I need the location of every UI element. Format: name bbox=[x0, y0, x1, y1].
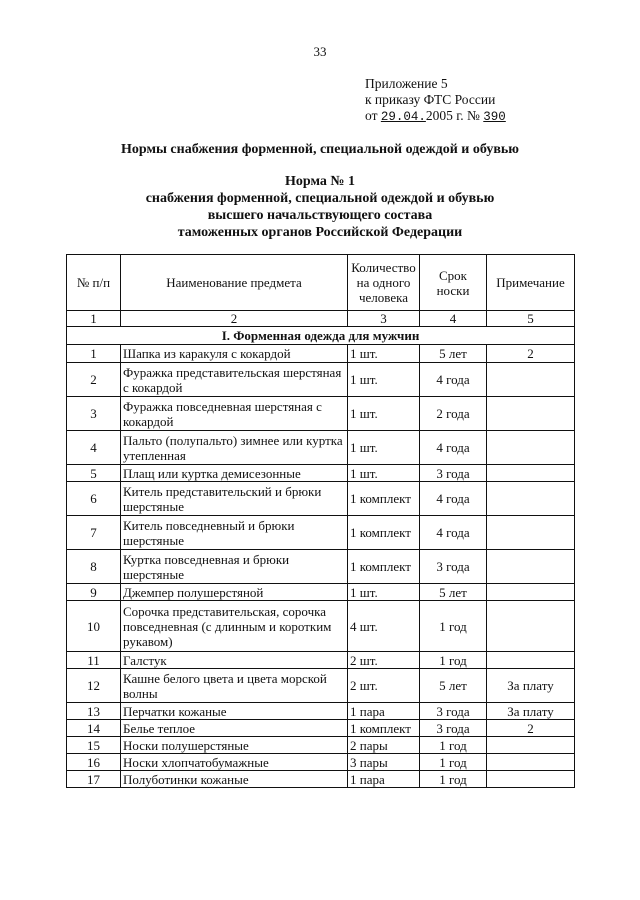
wear-term: 1 год bbox=[420, 737, 487, 754]
item-note bbox=[487, 737, 575, 754]
wear-term: 3 года bbox=[420, 550, 487, 584]
item-note: 2 bbox=[487, 345, 575, 363]
table-row bbox=[67, 397, 575, 431]
table-row bbox=[67, 482, 575, 516]
item-quantity: 1 комплект bbox=[348, 720, 420, 737]
table-row bbox=[67, 703, 575, 720]
item-name: Китель повседневный и брюки шерстяные bbox=[121, 516, 348, 550]
row-number: 12 bbox=[67, 669, 121, 703]
section-title: I. Форменная одежда для мужчин bbox=[67, 327, 575, 345]
row-number: 3 bbox=[67, 397, 121, 431]
item-quantity: 2 шт. bbox=[348, 652, 420, 669]
item-name: Плащ или куртка демисезонные bbox=[121, 465, 348, 482]
wear-term: 4 года bbox=[420, 482, 487, 516]
item-note bbox=[487, 550, 575, 584]
column-number: 3 bbox=[348, 311, 420, 327]
item-name: Кашне белого цвета и цвета морской волны bbox=[121, 669, 348, 703]
item-quantity: 1 пара bbox=[348, 703, 420, 720]
item-name: Перчатки кожаные bbox=[121, 703, 348, 720]
item-quantity: 1 шт. bbox=[348, 363, 420, 397]
item-quantity: 1 шт. bbox=[348, 431, 420, 465]
wear-term: 5 лет bbox=[420, 345, 487, 363]
row-number: 16 bbox=[67, 754, 121, 771]
row-number: 4 bbox=[67, 431, 121, 465]
row-number: 13 bbox=[67, 703, 121, 720]
item-name: Пальто (полупальто) зимнее или куртка утепленная bbox=[121, 431, 348, 465]
order-date: 29.04. bbox=[380, 110, 426, 124]
wear-term: 4 года bbox=[420, 516, 487, 550]
wear-term: 1 год bbox=[420, 601, 487, 652]
table-row bbox=[67, 669, 575, 703]
row-number: 11 bbox=[67, 652, 121, 669]
table-row bbox=[67, 345, 575, 363]
norm-line-1: снабжения форменной, специальной одеждой и обувью bbox=[145, 191, 495, 206]
item-note: За плату bbox=[487, 703, 575, 720]
item-quantity: 3 пары bbox=[348, 754, 420, 771]
item-name: Сорочка представительская, сорочка повседневная (с длинным и коротким рукавом) bbox=[121, 601, 348, 652]
column-number: 5 bbox=[487, 311, 575, 327]
header-num: № п/п bbox=[67, 255, 121, 311]
item-name: Галстук bbox=[121, 652, 348, 669]
row-number: 14 bbox=[67, 720, 121, 737]
header-term: Срок носки bbox=[420, 255, 487, 311]
section-row bbox=[67, 327, 575, 345]
row-number: 8 bbox=[67, 550, 121, 584]
column-number: 1 bbox=[67, 311, 121, 327]
item-note bbox=[487, 431, 575, 465]
norm-line-2: высшего начальствующего состава bbox=[207, 208, 433, 223]
wear-term: 5 лет bbox=[420, 584, 487, 601]
item-name: Шапка из каракуля с кокардой bbox=[121, 345, 348, 363]
row-number: 15 bbox=[67, 737, 121, 754]
row-number: 10 bbox=[67, 601, 121, 652]
item-quantity: 1 шт. bbox=[348, 584, 420, 601]
norm-heading-block bbox=[0, 173, 640, 241]
item-name: Носки полушерстяные bbox=[121, 737, 348, 754]
table-row bbox=[67, 584, 575, 601]
item-quantity: 2 шт. bbox=[348, 669, 420, 703]
row-number: 6 bbox=[67, 482, 121, 516]
item-quantity: 1 пара bbox=[348, 771, 420, 788]
item-quantity: 2 пары bbox=[348, 737, 420, 754]
item-quantity: 1 шт. bbox=[348, 345, 420, 363]
table-row bbox=[67, 652, 575, 669]
appendix-prefix: от bbox=[365, 108, 378, 123]
wear-term: 5 лет bbox=[420, 669, 487, 703]
row-number: 1 bbox=[67, 345, 121, 363]
item-note bbox=[487, 516, 575, 550]
item-note bbox=[487, 397, 575, 431]
item-name: Полуботинки кожаные bbox=[121, 771, 348, 788]
item-quantity: 1 шт. bbox=[348, 465, 420, 482]
item-quantity: 1 комплект bbox=[348, 482, 420, 516]
norm-line-3: таможенных органов Российской Федерации bbox=[177, 225, 463, 240]
row-number: 17 bbox=[67, 771, 121, 788]
order-year: 2005 г. № bbox=[425, 108, 480, 123]
item-quantity: 4 шт. bbox=[348, 601, 420, 652]
item-note bbox=[487, 771, 575, 788]
wear-term: 4 года bbox=[420, 363, 487, 397]
wear-term: 2 года bbox=[420, 397, 487, 431]
item-name: Джемпер полушерстяной bbox=[121, 584, 348, 601]
item-note: За плату bbox=[487, 669, 575, 703]
norms-table bbox=[66, 254, 575, 788]
item-quantity: 1 шт. bbox=[348, 397, 420, 431]
wear-term: 3 года bbox=[420, 720, 487, 737]
item-note bbox=[487, 754, 575, 771]
header-note: Примечание bbox=[487, 255, 575, 311]
item-note bbox=[487, 584, 575, 601]
header-name: Наименование предмета bbox=[121, 255, 348, 311]
appendix-line-1: Приложение 5 bbox=[365, 76, 448, 91]
page-number: 33 bbox=[313, 44, 327, 59]
item-name: Носки хлопчатобумажные bbox=[121, 754, 348, 771]
table-row bbox=[67, 363, 575, 397]
main-title: Нормы снабжения форменной, специальной одеждой и обувью bbox=[121, 142, 519, 157]
wear-term: 4 года bbox=[420, 431, 487, 465]
table-row bbox=[67, 601, 575, 652]
appendix-line-2: к приказу ФТС России bbox=[365, 92, 496, 107]
item-name: Фуражка представительская шерстяная с кокардой bbox=[121, 363, 348, 397]
item-name: Китель представительский и брюки шерстяные bbox=[121, 482, 348, 516]
item-note bbox=[487, 601, 575, 652]
table-header-row bbox=[67, 255, 575, 311]
norm-heading: Норма № 1 bbox=[285, 174, 355, 189]
wear-term: 1 год bbox=[420, 771, 487, 788]
header-qty: Количество на одного человека bbox=[348, 255, 420, 311]
item-note bbox=[487, 482, 575, 516]
row-number: 5 bbox=[67, 465, 121, 482]
table-row bbox=[67, 550, 575, 584]
table-row bbox=[67, 754, 575, 771]
table-row bbox=[67, 516, 575, 550]
column-number: 4 bbox=[420, 311, 487, 327]
appendix-line-3 bbox=[365, 108, 506, 125]
column-number: 2 bbox=[121, 311, 348, 327]
column-number-row bbox=[67, 311, 575, 327]
wear-term: 3 года bbox=[420, 465, 487, 482]
order-number: 390 bbox=[483, 110, 506, 124]
table-row bbox=[67, 431, 575, 465]
table-row bbox=[67, 465, 575, 482]
item-name: Фуражка повседневная шерстяная с кокардой bbox=[121, 397, 348, 431]
item-note bbox=[487, 652, 575, 669]
item-note bbox=[487, 465, 575, 482]
wear-term: 3 года bbox=[420, 703, 487, 720]
item-name: Куртка повседневная и брюки шерстяные bbox=[121, 550, 348, 584]
item-quantity: 1 комплект bbox=[348, 550, 420, 584]
row-number: 2 bbox=[67, 363, 121, 397]
row-number: 7 bbox=[67, 516, 121, 550]
item-note bbox=[487, 363, 575, 397]
table-row bbox=[67, 737, 575, 754]
table-row bbox=[67, 771, 575, 788]
row-number: 9 bbox=[67, 584, 121, 601]
appendix-block bbox=[365, 76, 506, 125]
wear-term: 1 год bbox=[420, 652, 487, 669]
item-quantity: 1 комплект bbox=[348, 516, 420, 550]
item-note: 2 bbox=[487, 720, 575, 737]
item-name: Белье теплое bbox=[121, 720, 348, 737]
wear-term: 1 год bbox=[420, 754, 487, 771]
table-row bbox=[67, 720, 575, 737]
